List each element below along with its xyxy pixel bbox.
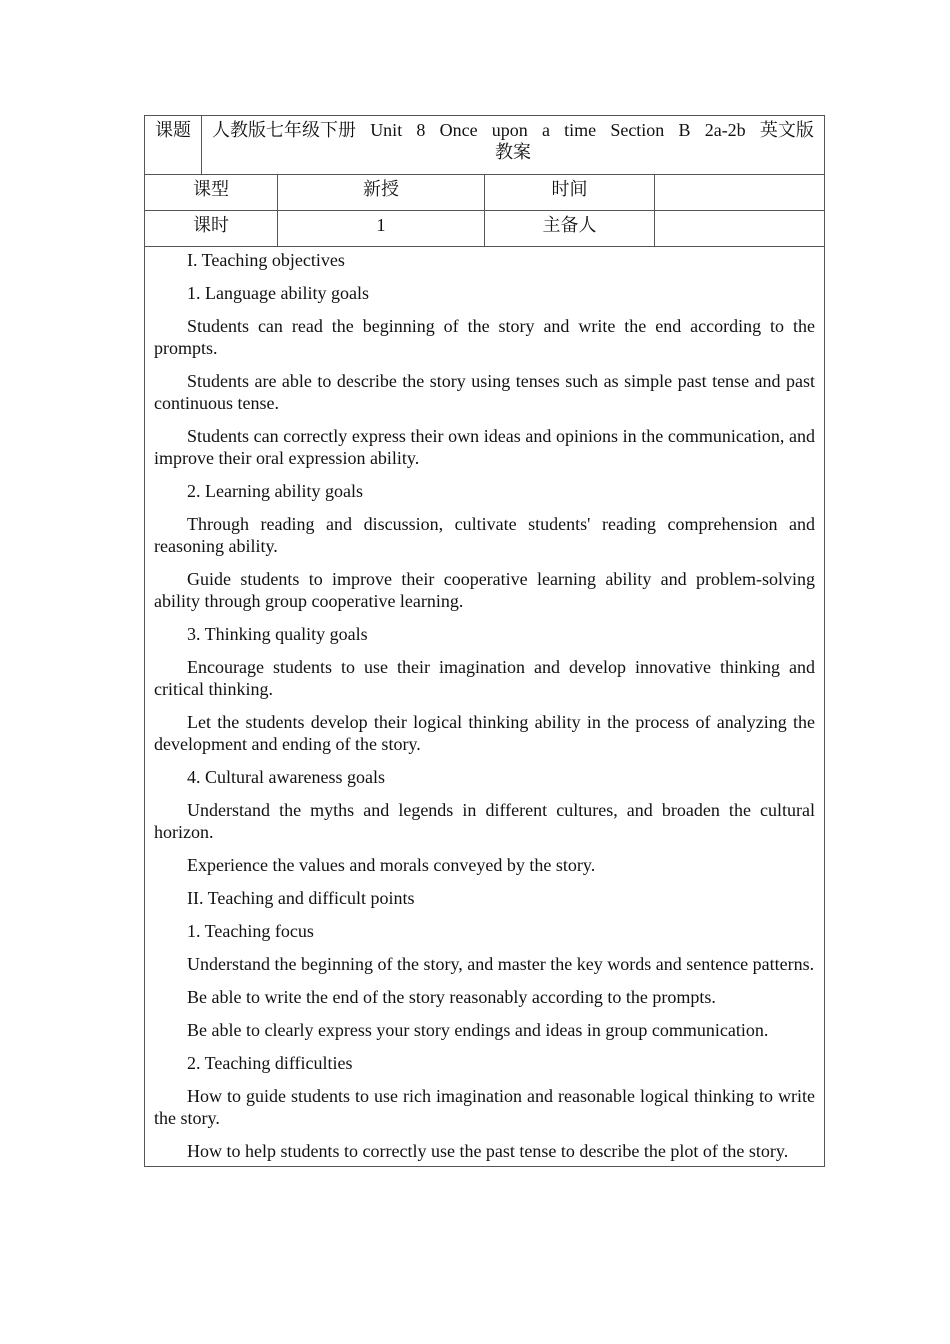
- content-paragraph: Encourage students to use their imagination and develop innovative thinking and critical thinking.: [154, 657, 815, 699]
- content-paragraph: 1. Teaching focus: [187, 921, 314, 941]
- content-paragraph: 2. Learning ability goals: [187, 481, 363, 501]
- content-paragraph: Understand the beginning of the story, and master the key words and sentence patterns.: [187, 954, 815, 974]
- content-paragraph: Through reading and discussion, cultivate students' reading comprehension and reasoning ability.: [154, 514, 815, 556]
- content-paragraph: Let the students develop their logical thinking ability in the process of analyzing the development and ending of the story.: [154, 712, 815, 754]
- period-value: 1: [278, 211, 485, 247]
- content-paragraph: 3. Thinking quality goals: [187, 624, 368, 644]
- content-paragraph: Be able to clearly express your story endings and ideas in group communication.: [187, 1020, 769, 1040]
- author-label: 主备人: [485, 211, 655, 247]
- title-word: Section: [610, 120, 665, 140]
- content-paragraph: Experience the values and morals conveyed by the story.: [187, 855, 596, 875]
- title-word: 人教版七年级下册: [212, 120, 356, 140]
- period-row: [145, 211, 825, 247]
- type-row: [145, 175, 825, 211]
- content-paragraph: How to guide students to use rich imagination and reasonable logical thinking to write the story.: [154, 1086, 815, 1128]
- content-paragraph: Be able to write the end of the story reasonably according to the prompts.: [187, 987, 716, 1007]
- content-row: [145, 247, 825, 1167]
- time-label: 时间: [485, 175, 655, 211]
- content-paragraph: Students can correctly express their own ideas and opinions in the communication, and improve their oral expression ability.: [154, 426, 815, 468]
- title-word: B: [678, 120, 691, 140]
- title-row: [145, 116, 825, 175]
- content-paragraph: Understand the myths and legends in different cultures, and broaden the cultural horizon.: [154, 800, 815, 842]
- content-paragraph: Guide students to improve their cooperative learning ability and problem-solving ability through group cooperative learning.: [154, 569, 815, 611]
- title-word: 2a-2b: [704, 120, 746, 140]
- title-word: Once: [439, 120, 478, 140]
- period-label: 课时: [145, 211, 278, 247]
- title-word: Unit: [370, 120, 403, 140]
- author-value: [655, 211, 825, 247]
- content-paragraph: II. Teaching and difficult points: [187, 888, 415, 908]
- content-paragraph: How to help students to correctly use the past tense to describe the plot of the story.: [187, 1141, 789, 1161]
- title-word: time: [564, 120, 597, 140]
- content-paragraph: 1. Language ability goals: [187, 283, 369, 303]
- lesson-title-line2: 教案: [495, 142, 531, 162]
- title-word: a: [541, 120, 550, 140]
- lesson-title-line1: [212, 119, 814, 141]
- content-paragraph: Students are able to describe the story using tenses such as simple past tense and past continuous tense.: [154, 371, 815, 413]
- lesson-plan-page: [144, 115, 824, 1167]
- time-value: [655, 175, 825, 211]
- content-paragraph: 4. Cultural awareness goals: [187, 767, 385, 787]
- type-label: 课型: [145, 175, 278, 211]
- lesson-title: [202, 116, 825, 175]
- title-label: 课题: [145, 116, 202, 175]
- lesson-content: [145, 247, 825, 1167]
- title-word: 8: [416, 120, 426, 140]
- content-paragraph: I. Teaching objectives: [187, 250, 345, 270]
- title-word: 英文版: [759, 120, 814, 140]
- type-value: 新授: [278, 175, 485, 211]
- content-paragraph: Students can read the beginning of the story and write the end according to the prompts.: [154, 316, 815, 358]
- lesson-plan-table: [144, 115, 825, 1167]
- title-word: upon: [491, 120, 528, 140]
- content-paragraph: 2. Teaching difficulties: [187, 1053, 353, 1073]
- content-body: [154, 249, 815, 1162]
